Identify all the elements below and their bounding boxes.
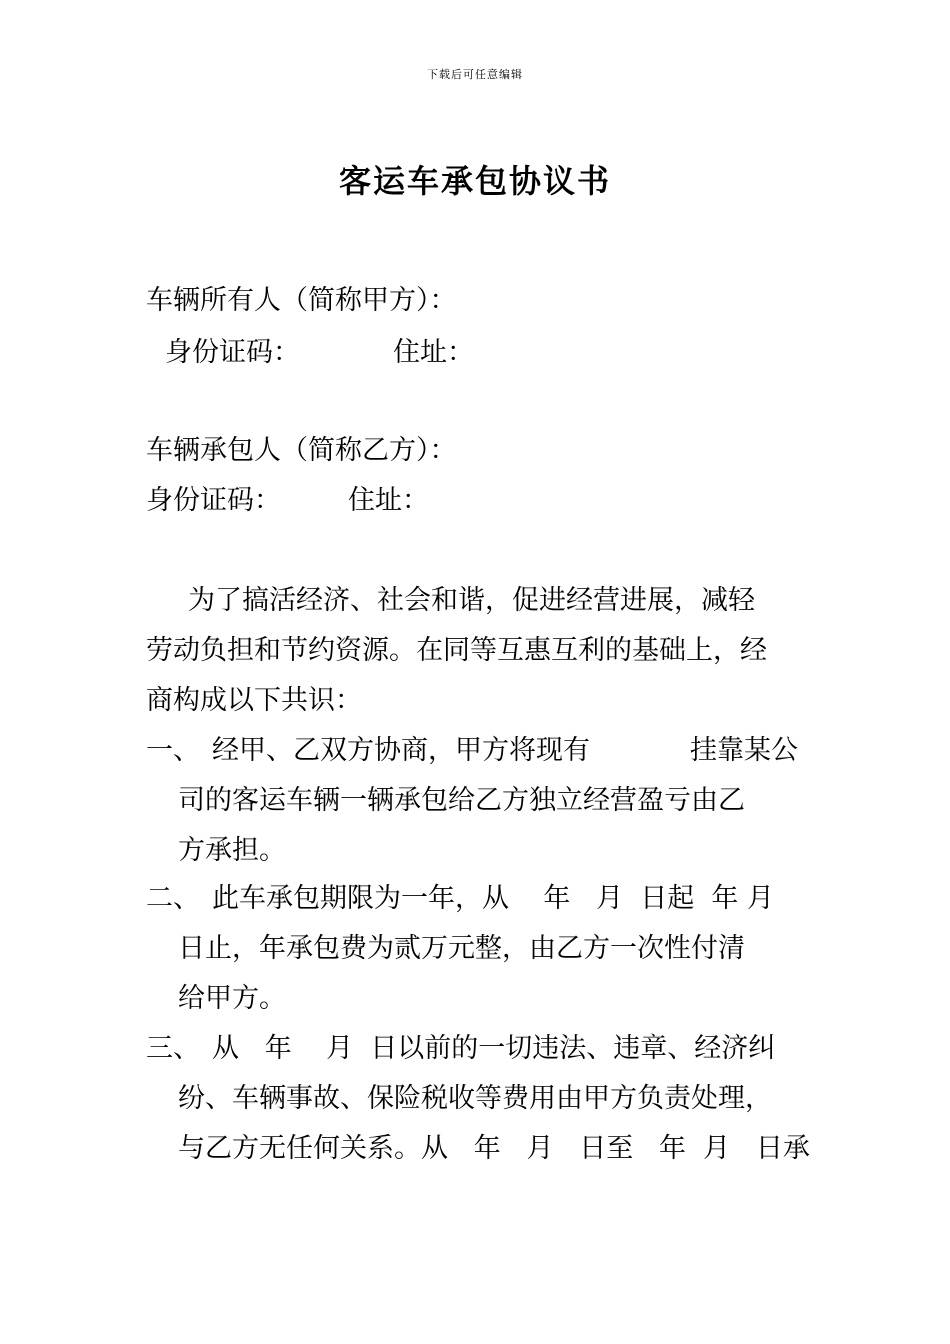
clause-1-line-1b: 挂靠某公 — [690, 735, 798, 766]
page-header-note: 下载后可任意编辑 — [427, 68, 523, 81]
clause-3-line-2: 纷、车辆事故、保险税收等费用由甲方负责处理， — [178, 1083, 772, 1114]
clause-1-line-3: 方承担。 — [178, 835, 286, 866]
party-a-id-label: 身份证码： — [165, 337, 300, 368]
intro-line-1: 为了搞活经济、社会和谐，促进经营进展，减轻 — [188, 585, 755, 616]
intro-line-2: 劳动负担和节约资源。在同等互惠互利的基础上，经 — [146, 635, 767, 666]
party-a-label: 车辆所有人（简称甲方）： — [146, 285, 457, 316]
party-b-id-label: 身份证码： — [146, 485, 281, 516]
party-a-address-label: 住址： — [393, 337, 474, 368]
clause-1-line-2: 司的客运车辆一辆承包给乙方独立经营盈亏由乙 — [178, 785, 745, 816]
clause-2-line-1: 此车承包期限为一年，从 年 月 日起 年 月 — [212, 883, 774, 914]
document-title: 客运车承包协议书 — [338, 162, 611, 200]
clause-2-line-3: 给甲方。 — [178, 983, 286, 1014]
clause-2-line-2: 日止，年承包费为贰万元整，由乙方一次性付清 — [178, 933, 745, 964]
clause-1-number: 一、 — [146, 735, 200, 766]
intro-line-3: 商构成以下共识： — [146, 685, 362, 716]
party-b-label: 车辆承包人（简称乙方）： — [146, 435, 457, 466]
clause-3-line-3: 与乙方无任何关系。从 年 月 日至 年 月 日承 — [178, 1133, 810, 1164]
clause-3-number: 三、 — [146, 1033, 200, 1064]
party-b-address-label: 住址： — [348, 485, 429, 516]
clause-1-line-1a: 经甲、乙双方协商，甲方将现有 — [212, 735, 590, 766]
clause-2-number: 二、 — [146, 883, 200, 914]
clause-3-line-1: 从 年 月 日以前的一切违法、违章、经济纠 — [212, 1033, 776, 1064]
